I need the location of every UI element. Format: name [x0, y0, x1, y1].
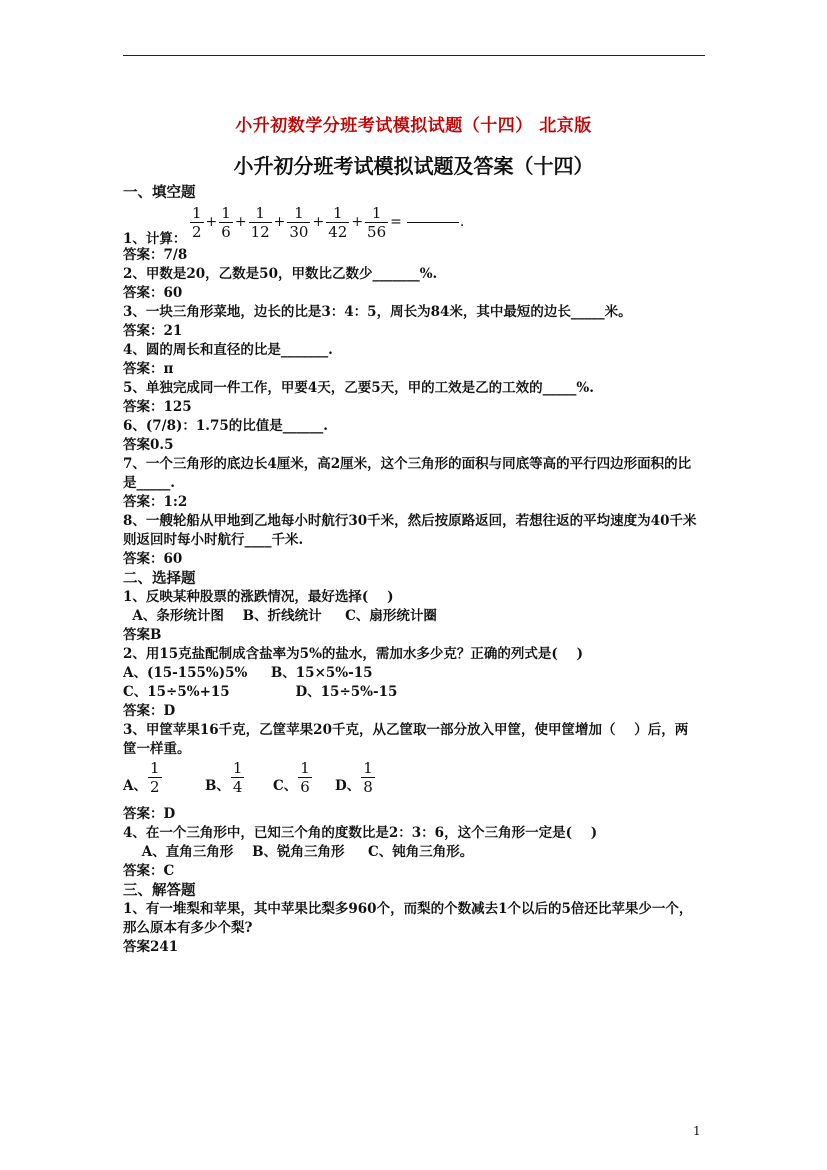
fraction: $\frac{1}{2}$ [192, 204, 202, 241]
text-line: 4、圆的周长和直径的比是_______. [123, 342, 333, 358]
fraction: $\frac{1}{42}$ [328, 204, 348, 241]
option-c: C、 $\frac{1}{6}$ [273, 759, 310, 796]
fraction: $\frac{1}{12}$ [250, 204, 270, 241]
text-line: 则返回时每小时航行____千米. [123, 532, 304, 548]
text-line: 3、一块三角形菜地，边长的比是3：4：5，周长为84米，其中最短的边长_____米。 [123, 304, 632, 320]
text-line: 1、有一堆梨和苹果，其中苹果比梨多960个，而梨的个数减去1个以后的5倍还比苹果少一个， [123, 901, 693, 917]
text-line: 8、一艘轮船从甲地到乙地每小时航行30千米，然后按原路返回，若想往返的平均速度为40千米 [123, 513, 697, 529]
text-line: 答案0.5 [123, 437, 174, 453]
text-line: 答案：D [123, 806, 176, 822]
text-line: 答案：125 [123, 399, 192, 415]
text-line: 答案：C [123, 863, 175, 879]
text-line: 答案：21 [123, 323, 183, 339]
document-title: 小升初分班考试模拟试题及答案（十四） [233, 154, 594, 178]
option-d: D、 $\frac{1}{8}$ [335, 759, 373, 796]
fraction: $\frac{1}{2}$ [149, 759, 160, 796]
fraction-sum: $\frac{1}{2}$ + $\frac{1}{6}$ + $\frac{1}{12}$ + $\frac{1}{30}$ + $\frac{1}{42}$ + $\frac{1}{56}$ = . [192, 204, 465, 241]
fraction: $\frac{1}{56}$ [367, 204, 387, 241]
fraction: $\frac{1}{6}$ [300, 759, 310, 796]
text-line: 2、甲数是20，乙数是50，甲数比乙数少_______%. [123, 266, 438, 282]
text-line: 答案241 [123, 939, 179, 955]
text-line: 答案：D [123, 703, 176, 719]
fraction: $\frac{1}{8}$ [363, 759, 373, 796]
text-line: 是_____. [123, 475, 175, 491]
text-line: 答案：60 [123, 551, 183, 567]
text-line: 答案：π [123, 361, 174, 377]
question-1-label: 1、计算： [123, 231, 187, 247]
text-line: 6、(7/8)：1.75的比值是______. [123, 418, 328, 434]
answer-blank [407, 222, 459, 223]
text-line: 筐一样重。 [123, 741, 191, 757]
section-heading-fill-blank: 一、填空题 [123, 184, 196, 201]
section-heading-solve: 三、解答题 [123, 882, 196, 899]
section-heading-multiple-choice: 二、选择题 [123, 570, 196, 587]
text-line: 5、单独完成同一件工作，甲要4天，乙要5天，甲的工效是乙的工效的_____%. [123, 380, 594, 396]
header-rule [123, 55, 705, 56]
text-line: 答案B [123, 627, 162, 643]
text-line: 那么原本有多少个梨? [123, 920, 253, 936]
question-1-equation [123, 202, 727, 246]
text-line: C、15÷5%+15 D、15÷5%-15 [123, 684, 398, 700]
fraction: $\frac{1}{6}$ [221, 204, 231, 241]
text-line: 答案：1:2 [123, 494, 188, 510]
text-line: 4、在一个三角形中，已知三个角的度数比是2：3：6，这个三角形一定是( ) [123, 825, 598, 841]
text-line: 7、一个三角形的底边长4厘米，高2厘米，这个三角形的面积与同底等高的平行四边形面积的比 [123, 456, 692, 472]
document-body [123, 183, 727, 957]
question-3-options [123, 759, 727, 805]
document-subtitle: 小升初数学分班考试模拟试题（十四） 北京版 [235, 116, 592, 136]
text-line: 3、甲筐苹果16千克，乙筐苹果20千克，从乙筐取一部分放入甲筐，使甲筐增加（ ）后，两 [123, 722, 689, 738]
fraction: $\frac{1}{30}$ [289, 204, 309, 241]
option-a: A、 $\frac{1}{2}$ [123, 759, 160, 796]
text-line: 2、用15克盐配制成含盐率为5%的盐水，需加水多少克？正确的列式是( ) [123, 646, 583, 662]
text-line: A、条形统计图 B、折线统计 C、扇形统计圈 [123, 608, 437, 624]
option-b: B、 $\frac{1}{4}$ [205, 759, 243, 796]
text-line: A、(15-155%)5% B、15×5%-15 [123, 665, 373, 681]
page-number: 1 [693, 1124, 701, 1138]
text-line: A、直角三角形 B、锐角三角形 C、钝角三角形。 [123, 844, 474, 860]
text-line: 答案：60 [123, 285, 183, 301]
text-line: 1、反映某种股票的涨跌情况，最好选择( ) [123, 589, 394, 605]
text-line: 答案：7/8 [123, 247, 188, 263]
fraction: $\frac{1}{4}$ [232, 759, 243, 796]
